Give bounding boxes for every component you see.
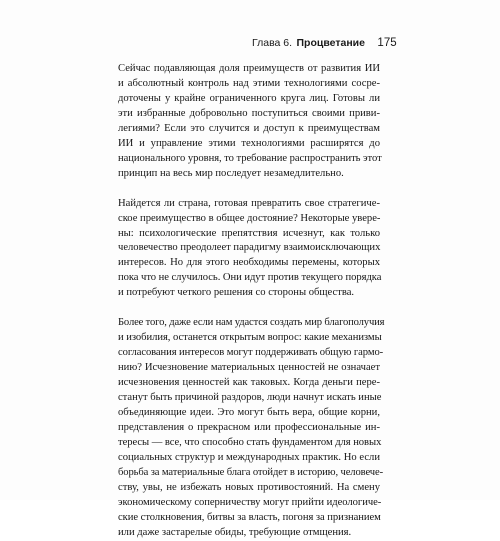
text-line: согласования интересов могут поддерживать общую гармо- — [118, 347, 384, 359]
text-line: интересов. Но для этого необходимы перемены, которых — [118, 257, 380, 269]
text-line: и потребуют четкого решения со стороны общества. — [118, 287, 355, 299]
text-line: объединяющие идеи. Это могут быть вера, общие корни, — [118, 407, 380, 419]
text-line: Сейчас подавляющая доля преимуществ от развития ИИ — [118, 63, 380, 74]
text-line: ские столкновения, битвы за власть, погоня за признанием — [118, 511, 381, 523]
text-line: ны: психологические препятствия исчезнут, как только — [118, 227, 380, 239]
text-line: Более того, даже если нам удастся создать мир благополучия — [118, 317, 385, 329]
text-line: доточены у крайне ограниченного круга лиц. Готовы ли — [118, 92, 380, 104]
text-line: тересы — все, что способно стать фундаментом для новых — [118, 436, 382, 448]
text-line: социальных структур и международных практик. Но если — [118, 451, 380, 463]
paragraph-2 — [118, 197, 380, 302]
text-line: ству, увы, не избежать новых противостояний. На смену — [118, 481, 380, 493]
text-line: эти избранные добровольно поступиться своими приви- — [118, 107, 380, 119]
text-line: исчезновения ценностей как таковых. Когда деньги пере- — [118, 377, 380, 389]
text-line: человечество преодолеет парадигму взаимоисключающих — [118, 242, 381, 254]
paragraph-1 — [118, 62, 380, 182]
text-line: борьба за материальные блага отойдет в историю, человече- — [118, 466, 383, 478]
text-line: ское преимущество в общее достояние? Некоторые увере- — [118, 212, 381, 224]
text-line: легиями? Если это случится и доступ к преимуществам — [118, 122, 380, 134]
page-number: 175 — [377, 37, 397, 49]
body-text — [118, 62, 385, 541]
text-line: национального уровня, то требование распространить этот — [118, 152, 382, 164]
text-line: и абсолютный контроль над этими технологиями сосре- — [118, 77, 380, 89]
text-line: или даже застарелые обиды, требующие отмщения. — [118, 526, 352, 538]
text-line: принцип на весь мир последует незамедлительно. — [118, 167, 344, 179]
running-header — [252, 33, 397, 51]
text-line: представления о прекрасном или профессиональные ин- — [118, 421, 380, 433]
text-line: ИИ и управление этими технологиями расширятся до — [118, 137, 380, 149]
chapter-title: Процветание — [296, 37, 365, 49]
paragraph-3 — [118, 316, 385, 540]
chapter-label: Глава 6. — [252, 37, 293, 49]
text-line: Найдется ли страна, готовая превратить свое стратегиче- — [118, 197, 380, 209]
text-line: и изобилия, останется открытым вопрос: какие механизмы — [118, 332, 382, 344]
text-line: станут быть причиной раздоров, люди начнут искать иные — [118, 392, 382, 404]
text-line: нию? Исчезновение материальных ценностей не означает — [118, 362, 380, 374]
text-line: экономическому соперничеству могут прийти идеологиче- — [118, 496, 382, 508]
text-line: пока что не случилось. Они идут против текущего порядка — [118, 272, 382, 284]
